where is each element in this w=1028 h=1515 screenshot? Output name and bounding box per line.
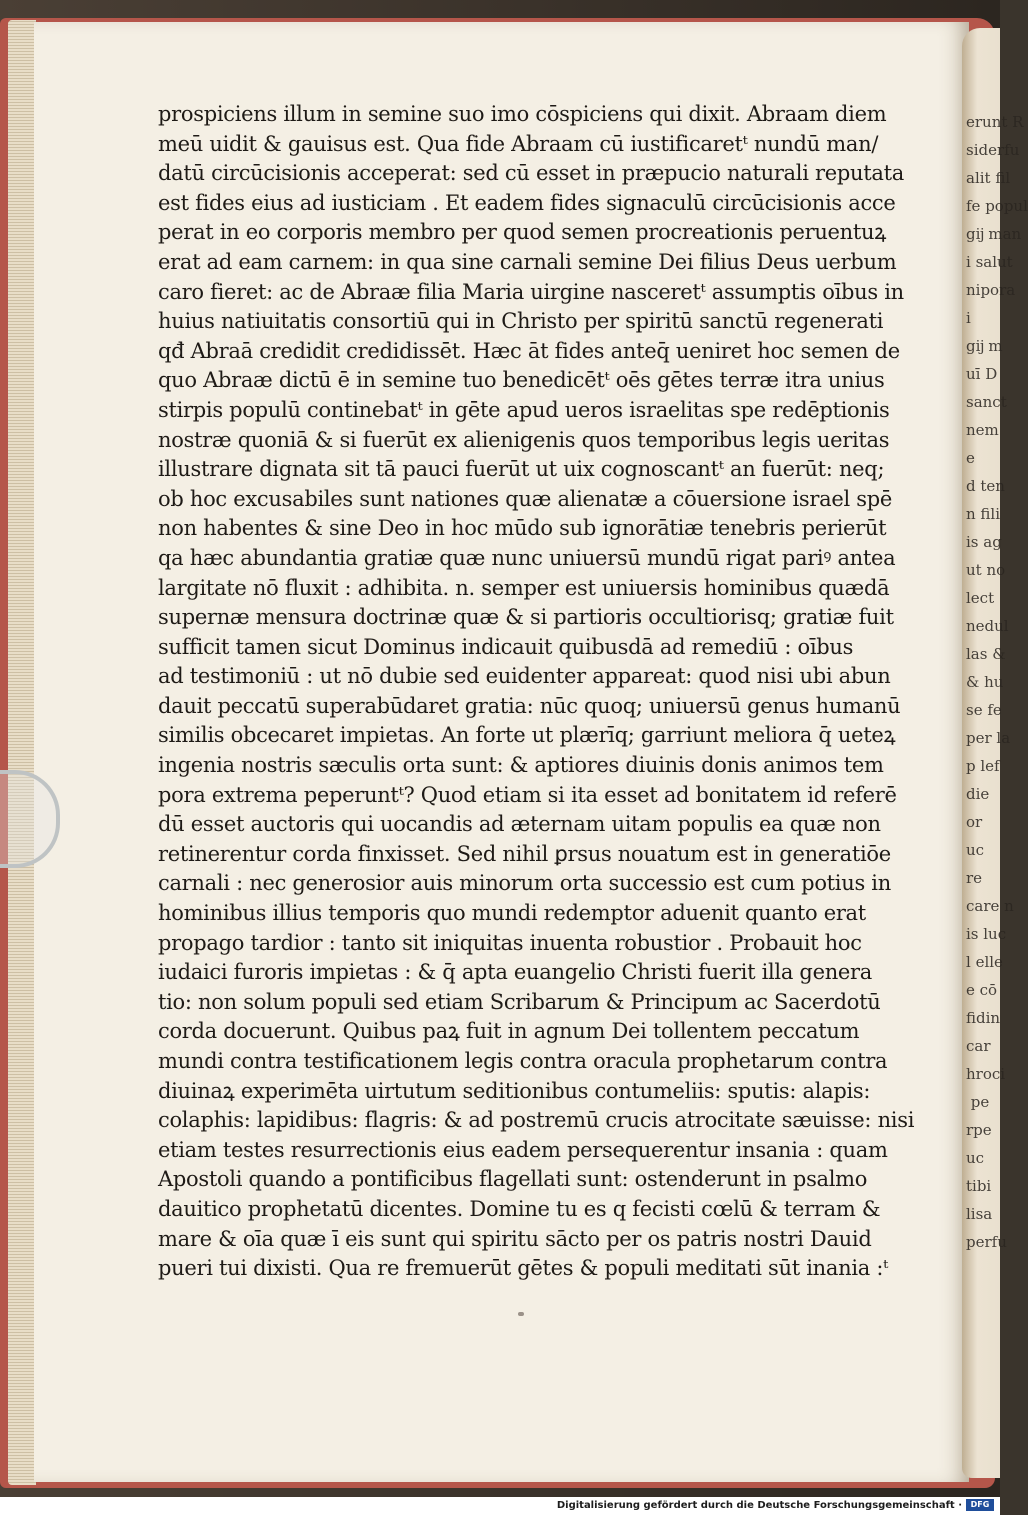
text-line: corda docuerunt. Quibus paꝝ fuit in agnum Dei tollentem peccatum (158, 1019, 860, 1044)
text-line: pora extrema peperuntᵗ? Quod etiam si ita esset ad bonitatem id referē (158, 782, 897, 807)
text-line: non habentes & sine Deo in hoc mūdo sub ignorātiæ tenebris perierūt (158, 516, 887, 541)
text-line: mundi contra testificationem legis contra oracula prophetarum contra (158, 1049, 888, 1073)
text-line: similis obcecaret impietas. An forte ut plærīq; garriunt meliora q̄ ueteꝝ (158, 723, 896, 748)
text-line: huius natiuitatis consortiū qui in Christo per spiritū sanctū regenerati (158, 309, 884, 334)
text-line: caro fieret: ac de Abraæ filia Maria uirgine nasceretᵗ assumptis oībus in (158, 279, 904, 304)
text-line: ingenia nostris sæculis orta sunt: & aptiores diuinis donis animos tem (158, 753, 884, 778)
text-line: tio: non solum populi sed etiam Scribarum & Principum ac Sacerdotū (158, 989, 881, 1014)
text-line: illustrare dignata sit tā pauci fuerūt ut uix cognoscantᵗ an fuerūt: neq; (158, 457, 885, 482)
text-line: dū esset auctoris qui uocandis ad æternam uitam populis ea quæ non (158, 812, 881, 837)
text-line: hominibus illius temporis quo mundi redemptor aduenit quanto erat (158, 901, 866, 926)
text-line: iudaici furoris impietas : & q̄ apta euangelio Christi fuerit illa genera (158, 960, 873, 985)
facing-page (962, 28, 1028, 1478)
text-line: meū uidit & gauisus est. Qua fide Abraam cū iustificaretᵗ nundū man/ (158, 131, 879, 156)
text-line: prospiciens illum in semine suo imo cōspiciens qui dixit. Abraam diem (158, 102, 887, 126)
page-stack (8, 20, 36, 1485)
text-line: nostræ quoniā & si fuerūt ex alienigenis quos temporibus legis ueritas (158, 427, 890, 452)
text-line: diuinaꝝ experimēta uirtutum seditionibus contumeliis: sputis: alapis: (158, 1078, 871, 1103)
text-line: supernæ mensura doctrinæ quæ & si partioris occultiorisq; gratiæ fuit (158, 605, 894, 630)
text-line: qa hæc abundantia gratiæ quæ nunc uniuersū mundū rigat pariꝰ antea (158, 545, 896, 570)
text-line: Apostoli quando a pontificibus flagellati sunt: ostenderunt in psalmo (158, 1167, 868, 1192)
footer-credit: Digitalisierung gefördert durch die Deutsche Forschungsgemeinschaft · (556, 1500, 962, 1511)
text-line: qđ Abraā credidit credidissēt. Hæc āt fides anteq̄ ueniret hoc semen de (158, 338, 900, 363)
text-line: erat ad eam carnem: in qua sine carnali semine Dei filius Deus uerbum (158, 249, 897, 274)
text-line: mare & oīa quæ ī eis sunt qui spiritu sācto per os patris nostri Dauid (158, 1226, 872, 1251)
facing-page-text: erunt R siderfu alit fil fe popul gĳ man i salut nipora i gĳ m uī D sanct nem e d ten n fili is ag ut no lect nedul las & & hu se fe per la p lef die or uc re care n is luc l elle e cō fidin car hroci pe rpe uc tibi lisa perfu (966, 113, 1028, 1251)
text-line: largitate nō fluxit : adhibita. n. semper est uniuersis hominibus quædā (158, 575, 890, 600)
text-line: propago tardior : tanto sit iniquitas inuenta robustior . Probauit hoc (158, 930, 862, 955)
text-line: quo Abraæ dictū ē in semine tuo benedicētᵗ oēs gētes terræ itra unius (158, 368, 885, 393)
text-line: ad testimoniū : ut nō dubie sed euidenter appareat: quod nisi ubi abun (158, 664, 891, 689)
text-line: datū circūcisionis acceperat: sed cū esset in præpucio naturali reputata (158, 161, 904, 186)
text-line: pueri tui dixisti. Qua re fremuerūt gētes & populi meditati sūt inania :ᵗ (158, 1256, 889, 1281)
text-line: colaphis: lapidibus: flagris: & ad postremū crucis atrocitate sæuisse: nisi (158, 1108, 915, 1133)
text-line: dauit peccatū superabūdaret gratia: nūc quoq; uniuersū genus humanū (158, 693, 901, 718)
text-line: etiam testes resurrectionis eius eadem persequerentur insania : quam (158, 1137, 888, 1162)
text-line: retinerentur corda finxisset. Sed nihil ꝑrsus nouatum est in generatiōe (158, 841, 891, 866)
text-line: ob hoc excusabiles sunt nationes quæ alienatæ a cōuersione israel spē (158, 486, 892, 511)
text-line: perat in eo corporis membro per quod semen procreationis peruentuꝝ (158, 220, 887, 245)
dfg-logo-icon: DFG (966, 1499, 994, 1511)
text-line: est fides eius ad iusticiam . Et eadem fides signaculū circūcisionis acce (158, 190, 896, 215)
page-text-block (158, 100, 915, 1284)
text-line: stirpis populū continebatᵗ in gēte apud ueros israelitas spe redēptionis (158, 397, 890, 422)
text-line: dauitico prophetatū dicentes. Domine tu es q fecisti cœlū & terram & (158, 1196, 881, 1221)
page-mark (518, 1312, 524, 1316)
text-line: carnali : nec generosior auis minorum orta successio est cum potius in (158, 871, 891, 896)
text-line: sufficit tamen sicut Dominus indicauit quibusdā ad remediū : oībus (158, 634, 854, 659)
